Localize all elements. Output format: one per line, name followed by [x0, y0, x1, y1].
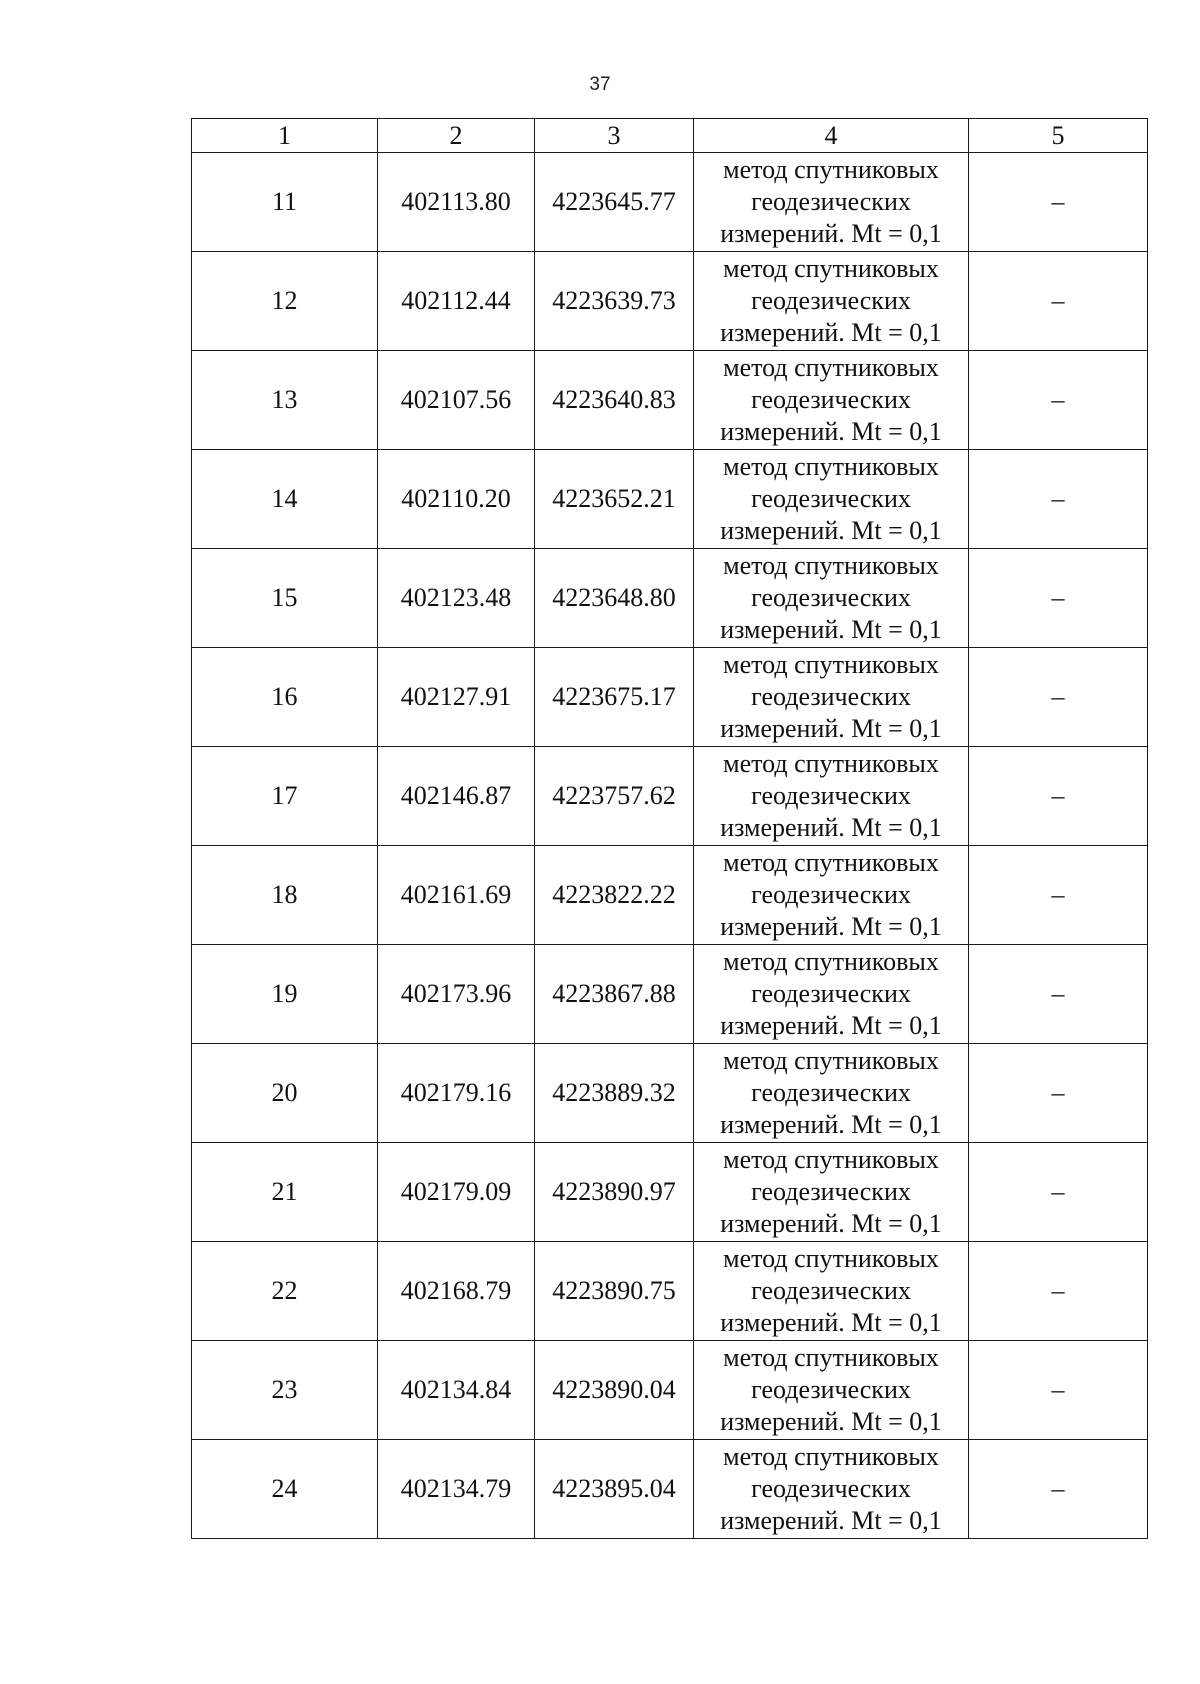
y-coordinate-cell: 4223639.73 [535, 252, 694, 351]
point-number-cell: 21 [192, 1143, 378, 1242]
method-cell [694, 945, 969, 1044]
method-line: измерений. Mt = 0,1 [720, 219, 942, 248]
note-cell: – [969, 1044, 1148, 1143]
method-line: измерений. Mt = 0,1 [720, 417, 942, 446]
note-cell: – [969, 1341, 1148, 1440]
x-coordinate-cell: 402107.56 [378, 351, 535, 450]
table-row [192, 747, 1148, 846]
point-number-cell: 22 [192, 1242, 378, 1341]
method-cell [694, 450, 969, 549]
y-coordinate-cell: 4223890.04 [535, 1341, 694, 1440]
method-line: метод спутниковых [723, 947, 939, 976]
table-row [192, 1044, 1148, 1143]
x-coordinate-cell: 402127.91 [378, 648, 535, 747]
note-cell: – [969, 747, 1148, 846]
point-number-cell: 24 [192, 1440, 378, 1539]
method-line: геодезических [751, 1276, 911, 1305]
x-coordinate-cell: 402179.09 [378, 1143, 535, 1242]
method-line: метод спутниковых [723, 1442, 939, 1471]
point-number-cell: 11 [192, 153, 378, 252]
column-header-3: 3 [535, 119, 694, 153]
method-cell [694, 1242, 969, 1341]
method-line: геодезических [751, 385, 911, 414]
x-coordinate-cell: 402123.48 [378, 549, 535, 648]
method-cell [694, 846, 969, 945]
method-line: метод спутниковых [723, 650, 939, 679]
column-header-4: 4 [694, 119, 969, 153]
method-line: измерений. Mt = 0,1 [720, 1209, 942, 1238]
x-coordinate-cell: 402173.96 [378, 945, 535, 1044]
x-coordinate-cell: 402161.69 [378, 846, 535, 945]
point-number-cell: 14 [192, 450, 378, 549]
method-line: метод спутниковых [723, 848, 939, 877]
x-coordinate-cell: 402112.44 [378, 252, 535, 351]
method-line: геодезических [751, 286, 911, 315]
note-cell: – [969, 351, 1148, 450]
page-number: 37 [589, 74, 611, 95]
point-number-cell: 16 [192, 648, 378, 747]
table-row [192, 351, 1148, 450]
table-row [192, 153, 1148, 252]
point-number-cell: 15 [192, 549, 378, 648]
method-line: измерений. Mt = 0,1 [720, 1506, 942, 1535]
method-cell [694, 1143, 969, 1242]
column-header-5: 5 [969, 119, 1148, 153]
y-coordinate-cell: 4223822.22 [535, 846, 694, 945]
method-line: измерений. Mt = 0,1 [720, 813, 942, 842]
method-line: измерений. Mt = 0,1 [720, 1011, 942, 1040]
method-line: измерений. Mt = 0,1 [720, 318, 942, 347]
method-line: метод спутниковых [723, 1046, 939, 1075]
method-line: геодезических [751, 979, 911, 1008]
y-coordinate-cell: 4223652.21 [535, 450, 694, 549]
method-cell [694, 252, 969, 351]
point-number-cell: 17 [192, 747, 378, 846]
table-row [192, 1242, 1148, 1341]
method-line: измерений. Mt = 0,1 [720, 516, 942, 545]
note-cell: – [969, 252, 1148, 351]
table-header-row [192, 119, 1148, 153]
method-cell [694, 747, 969, 846]
y-coordinate-cell: 4223645.77 [535, 153, 694, 252]
table-row [192, 1341, 1148, 1440]
method-line: метод спутниковых [723, 749, 939, 778]
method-line: метод спутниковых [723, 551, 939, 580]
table-row [192, 846, 1148, 945]
x-coordinate-cell: 402134.84 [378, 1341, 535, 1440]
method-line: метод спутниковых [723, 353, 939, 382]
table-row [192, 252, 1148, 351]
method-line: геодезических [751, 1078, 911, 1107]
note-cell: – [969, 153, 1148, 252]
note-cell: – [969, 1440, 1148, 1539]
method-line: измерений. Mt = 0,1 [720, 912, 942, 941]
method-line: геодезических [751, 1375, 911, 1404]
table-row [192, 648, 1148, 747]
y-coordinate-cell: 4223640.83 [535, 351, 694, 450]
point-number-cell: 13 [192, 351, 378, 450]
y-coordinate-cell: 4223675.17 [535, 648, 694, 747]
method-line: геодезических [751, 1474, 911, 1503]
table-row [192, 1440, 1148, 1539]
method-cell [694, 1440, 969, 1539]
method-line: геодезических [751, 880, 911, 909]
table-row [192, 450, 1148, 549]
method-line: геодезических [751, 187, 911, 216]
y-coordinate-cell: 4223867.88 [535, 945, 694, 1044]
method-line: геодезических [751, 583, 911, 612]
table-body [192, 153, 1148, 1539]
column-header-2: 2 [378, 119, 535, 153]
method-cell [694, 351, 969, 450]
method-line: геодезических [751, 781, 911, 810]
column-header-1: 1 [192, 119, 378, 153]
x-coordinate-cell: 402179.16 [378, 1044, 535, 1143]
table-row [192, 1143, 1148, 1242]
method-line: измерений. Mt = 0,1 [720, 1407, 942, 1436]
method-line: метод спутниковых [723, 452, 939, 481]
y-coordinate-cell: 4223895.04 [535, 1440, 694, 1539]
x-coordinate-cell: 402113.80 [378, 153, 535, 252]
method-cell [694, 549, 969, 648]
method-cell [694, 648, 969, 747]
x-coordinate-cell: 402168.79 [378, 1242, 535, 1341]
table-row [192, 549, 1148, 648]
y-coordinate-cell: 4223890.97 [535, 1143, 694, 1242]
method-line: измерений. Mt = 0,1 [720, 615, 942, 644]
method-line: геодезических [751, 484, 911, 513]
method-line: геодезических [751, 682, 911, 711]
y-coordinate-cell: 4223648.80 [535, 549, 694, 648]
note-cell: – [969, 450, 1148, 549]
point-number-cell: 19 [192, 945, 378, 1044]
method-line: метод спутниковых [723, 155, 939, 184]
coordinates-table [191, 118, 1148, 1539]
method-line: измерений. Mt = 0,1 [720, 714, 942, 743]
note-cell: – [969, 945, 1148, 1044]
y-coordinate-cell: 4223889.32 [535, 1044, 694, 1143]
point-number-cell: 20 [192, 1044, 378, 1143]
point-number-cell: 23 [192, 1341, 378, 1440]
point-number-cell: 12 [192, 252, 378, 351]
note-cell: – [969, 1242, 1148, 1341]
method-line: метод спутниковых [723, 1244, 939, 1273]
note-cell: – [969, 1143, 1148, 1242]
method-line: измерений. Mt = 0,1 [720, 1308, 942, 1337]
method-line: измерений. Mt = 0,1 [720, 1110, 942, 1139]
table-row [192, 945, 1148, 1044]
method-cell [694, 153, 969, 252]
note-cell: – [969, 846, 1148, 945]
x-coordinate-cell: 402134.79 [378, 1440, 535, 1539]
method-cell [694, 1044, 969, 1143]
method-line: метод спутниковых [723, 1145, 939, 1174]
note-cell: – [969, 648, 1148, 747]
method-line: геодезических [751, 1177, 911, 1206]
method-line: метод спутниковых [723, 1343, 939, 1372]
x-coordinate-cell: 402110.20 [378, 450, 535, 549]
method-cell [694, 1341, 969, 1440]
method-line: метод спутниковых [723, 254, 939, 283]
point-number-cell: 18 [192, 846, 378, 945]
x-coordinate-cell: 402146.87 [378, 747, 535, 846]
note-cell: – [969, 549, 1148, 648]
y-coordinate-cell: 4223757.62 [535, 747, 694, 846]
y-coordinate-cell: 4223890.75 [535, 1242, 694, 1341]
